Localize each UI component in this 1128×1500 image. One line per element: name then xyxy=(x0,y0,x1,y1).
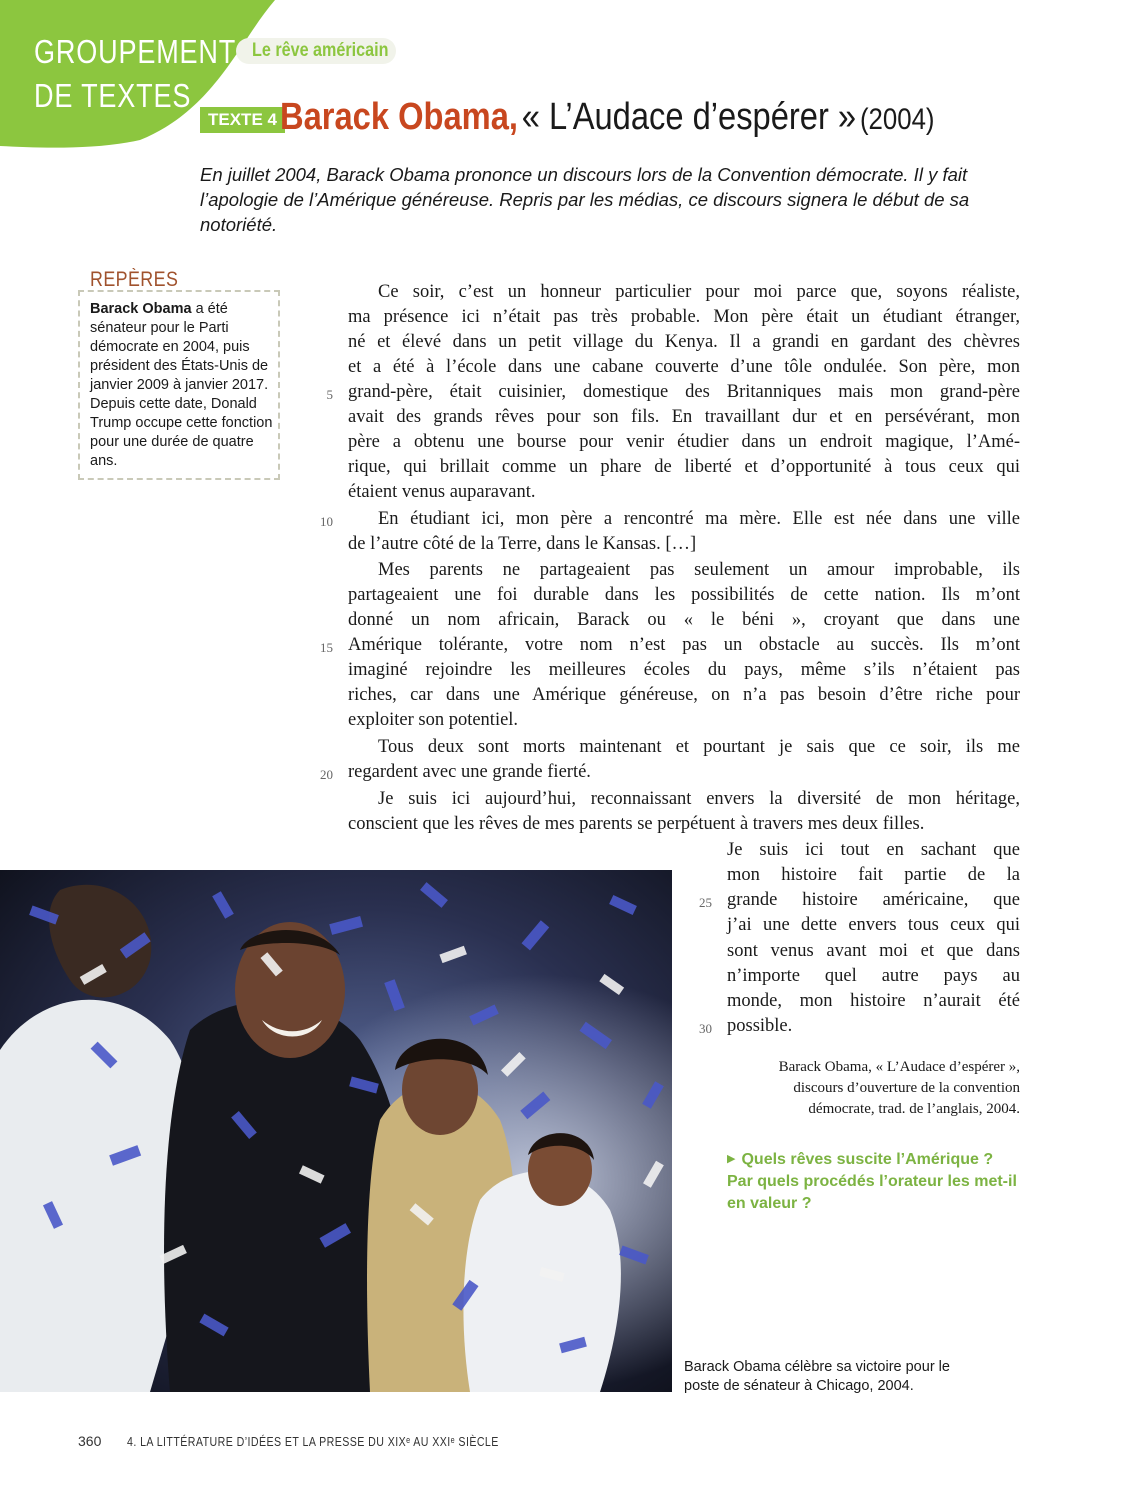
text-title xyxy=(280,96,935,139)
text-number-badge: TEXTE 4 xyxy=(200,107,285,133)
text-line: exploiter son potentiel. xyxy=(348,710,519,730)
group-title-line-1: GROUPEMENT xyxy=(34,33,237,70)
title-year: (2004) xyxy=(859,103,935,136)
text-line: de l’autre côté de la Terre, dans le Kansas. […] xyxy=(348,534,697,554)
text-line: grande histoire américaine, que xyxy=(727,890,1020,910)
theme-label: Le rêve américain xyxy=(252,40,389,61)
triangle-arrow-icon: ▶ xyxy=(727,1153,736,1165)
page-number: 360 xyxy=(78,1433,102,1449)
text-line: n’importe quel autre pays au xyxy=(727,966,1020,986)
group-title-line-2: DE TEXTES xyxy=(34,77,192,114)
text-line: monde, mon histoire n’aurait été xyxy=(727,991,1020,1011)
text-line: père a obtenu une bourse pour venir étudier dans un endroit magique, l’Amé- xyxy=(348,432,1020,452)
source-citation xyxy=(700,1057,1020,1120)
source-line-2: discours d’ouverture de la convention xyxy=(793,1080,1020,1096)
reading-question xyxy=(727,1148,1017,1215)
line-number: 10 xyxy=(320,514,333,529)
reperes-body: a été sénateur pour le Parti démocrate en 2004, puis président des États-Unis de janvier 2009 à janvier 2017. Depuis cette date, Donald Trump occupe cette fonction pour une durée de quatre ans. xyxy=(90,301,273,469)
text-line: mon histoire fait partie de la xyxy=(727,865,1020,885)
text-line: sont venus avant moi et que dans xyxy=(727,941,1020,961)
reperes-name: Barack Obama xyxy=(90,301,192,317)
photo-caption: Barack Obama célèbre sa victoire pour le poste de sénateur à Chicago, 2004. xyxy=(684,1359,950,1394)
line-number: 5 xyxy=(326,387,333,402)
text-line: étaient venus auparavant. xyxy=(348,482,536,502)
title-work: « L’Audace d’espérer » xyxy=(521,96,857,138)
text-line: né et élevé dans un petit village du Kenya. Il a grandi en gardant des chèvres xyxy=(348,332,1020,352)
text-line: j’ai une dette envers tous ceux qui xyxy=(727,915,1020,935)
text-line: avait des grands rêves pour son fils. En travaillant dur et en persévérant, mon xyxy=(348,407,1020,427)
chapter-title: 4. LA LITTÉRATURE D’IDÉES ET LA PRESSE DU XIXᵉ AU XXIᵉ SIÈCLE xyxy=(127,1435,499,1449)
text-line: En étudiant ici, mon père a rencontré ma mère. Elle est née dans une ville xyxy=(378,509,1020,529)
group-title xyxy=(34,30,237,118)
text-line: conscient que les rêves de mes parents se perpétuent à travers mes deux filles. xyxy=(348,814,925,834)
text-line: Tous deux sont morts maintenant et pourtant je sais que ce soir, ils me xyxy=(378,737,1020,757)
text-line: et a été à l’école dans une cabane couverte d’une tôle ondulée. Son père, mon xyxy=(348,357,1020,377)
text-line: Amérique tolérante, votre nom n’est pas un obstacle au succès. Ils m’ont xyxy=(348,635,1020,655)
intro-paragraph: En juillet 2004, Barack Obama prononce un discours lors de la Convention démocrate. Il y fait l’apologie de l’Amérique généreuse. Repris par les médias, ce discours signera le début de sa notoriété. xyxy=(200,164,970,235)
line-number: 25 xyxy=(699,895,712,910)
title-author: Barack Obama, xyxy=(280,96,518,138)
line-number: 20 xyxy=(320,767,333,782)
text-line: Je suis ici aujourd’hui, reconnaissant envers la diversité de mon héritage, xyxy=(378,789,1020,809)
text-line: Je suis ici tout en sachant que xyxy=(727,840,1020,860)
celebration-photo xyxy=(0,870,672,1392)
text-line: riches, car dans une Amérique généreuse, on n’a pas besoin d’être riche pour xyxy=(348,685,1020,705)
reperes-text xyxy=(90,300,276,471)
text-line: Ce soir, c’est un honneur particulier pour moi parce que, soyons réaliste, xyxy=(378,282,1020,302)
source-line-1: Barack Obama, « L’Audace d’espérer », xyxy=(778,1059,1020,1075)
reperes-heading: REPÈRES xyxy=(90,268,179,291)
text-line: regardent avec une grande fierté. xyxy=(348,762,591,782)
text-line: grand-père, était cuisinier, domestique des Britanniques mais mon grand-père xyxy=(348,382,1020,402)
source-line-3: démocrate, trad. de l’anglais, 2004. xyxy=(808,1101,1020,1117)
text-line: Mes parents ne partageaient pas seulement un amour improbable, ils xyxy=(378,560,1020,580)
question-text: Quels rêves suscite l’Amérique ? Par quels procédés l’orateur les met-il en valeur ? xyxy=(727,1151,1017,1212)
photo-illustration xyxy=(0,870,672,1392)
text-line: ma présence ici n’était pas très probable. Mon père était un étudiant étranger, xyxy=(348,307,1020,327)
text-line: donné un nom africain, Barack ou « le béni », croyant que dans une xyxy=(348,610,1020,630)
text-line: possible. xyxy=(727,1016,793,1036)
text-line: partageaient une foi durable dans les possibilités de cette nation. Ils m’ont xyxy=(348,585,1020,605)
line-number: 15 xyxy=(320,640,333,655)
text-line: imaginé rejoindre les meilleures écoles du pays, même s’ils n’étaient pas xyxy=(348,660,1020,680)
line-number: 30 xyxy=(699,1021,712,1036)
text-line: rique, qui brillait comme un phare de liberté et d’opportunité à tous ceux qui xyxy=(348,457,1020,477)
